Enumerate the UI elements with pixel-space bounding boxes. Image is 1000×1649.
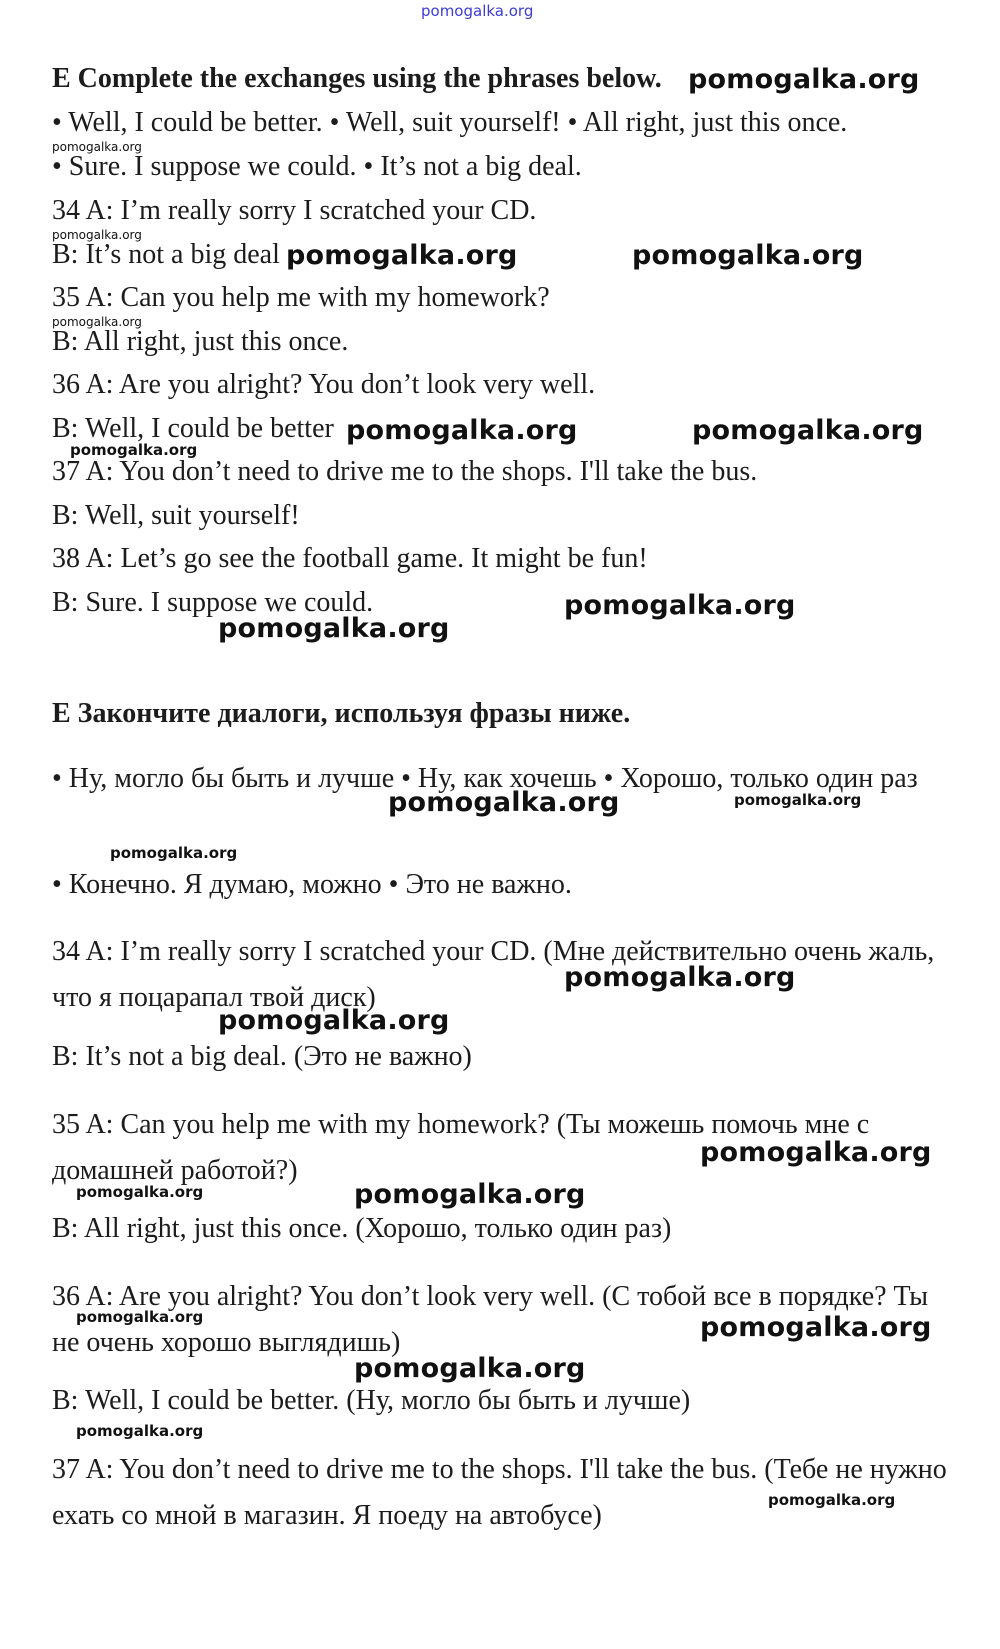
watermark: pomogalka.org bbox=[564, 590, 796, 621]
watermark: pomogalka.org bbox=[76, 1183, 204, 1201]
watermark: pomogalka.org bbox=[354, 1353, 586, 1384]
watermark: pomogalka.org bbox=[218, 613, 450, 644]
english-heading: E Complete the exchanges using the phrases below. bbox=[52, 63, 662, 94]
watermark: pomogalka.org bbox=[52, 140, 142, 154]
russian-heading: E Закончите диалоги, используя фразы ниже. bbox=[52, 698, 631, 729]
watermark: pomogalka.org bbox=[52, 228, 142, 242]
watermark: pomogalka.org bbox=[76, 1422, 204, 1440]
exchange-35-b: B: All right, just this once. bbox=[52, 326, 349, 357]
watermark: pomogalka.org bbox=[564, 962, 796, 993]
translation-36-a: 36 A: Are you alright? You don’t look very well. (С тобой все в порядке? Ты не очень хорошо выглядишь) bbox=[52, 1281, 929, 1358]
exchange-37-a: 37 A: You don’t need to drive me to the shops. I'll take the bus. bbox=[52, 456, 758, 487]
watermark: pomogalka.org bbox=[346, 415, 578, 446]
watermark: pomogalka.org bbox=[632, 240, 864, 271]
watermark: pomogalka.org bbox=[692, 415, 924, 446]
watermark: pomogalka.org bbox=[52, 315, 142, 329]
english-phrases-line-1: • Well, I could be better. • Well, suit yourself! • All right, just this once. bbox=[52, 107, 848, 138]
exchange-37-b: B: Well, suit yourself! bbox=[52, 500, 300, 531]
translation-35-b: B: All right, just this once. (Хорошо, только один раз) bbox=[52, 1213, 672, 1244]
translation-34-a: 34 A: I’m really sorry I scratched your CD. (Мне действительно очень жаль, что я поцарапал твой диск) bbox=[52, 936, 935, 1013]
watermark: pomogalka.org bbox=[700, 1137, 932, 1168]
watermark: pomogalka.org bbox=[688, 64, 920, 95]
watermark: pomogalka.org bbox=[218, 1005, 450, 1036]
translation-36-b: B: Well, I could be better. (Ну, могло бы быть и лучше) bbox=[52, 1385, 691, 1416]
watermark: pomogalka.org bbox=[354, 1179, 586, 1210]
source-label: pomogalka.org bbox=[421, 2, 534, 20]
exchange-38-b: B: Sure. I suppose we could. bbox=[52, 587, 374, 618]
translation-37-a: 37 A: You don’t need to drive me to the shops. I'll take the bus. (Тебе не нужно ехать со мной в магазин. Я поеду на автобусе) bbox=[52, 1454, 947, 1531]
russian-phrases-line-1: • Ну, могло бы быть и лучше • Ну, как хочешь • Хорошо, только один раз bbox=[52, 763, 918, 794]
watermark: pomogalka.org bbox=[700, 1312, 932, 1343]
russian-phrases-line-2: • Конечно. Я думаю, можно • Это не важно. bbox=[52, 869, 572, 900]
exchange-36-a: 36 A: Are you alright? You don’t look very well. bbox=[52, 369, 596, 400]
watermark: pomogalka.org bbox=[286, 240, 518, 271]
translation-34-b: B: It’s not a big deal. (Это не важно) bbox=[52, 1041, 472, 1072]
watermark: pomogalka.org bbox=[388, 787, 620, 818]
watermark: pomogalka.org bbox=[76, 1308, 204, 1326]
translation-35-a: 35 A: Can you help me with my homework? (Ты можешь помочь мне с домашней работой?) bbox=[52, 1109, 870, 1186]
english-phrases-line-2: • Sure. I suppose we could. • It’s not a big deal. bbox=[52, 151, 582, 182]
watermark: pomogalka.org bbox=[110, 844, 238, 862]
exchange-36-b: B: Well, I could be better bbox=[52, 413, 334, 444]
watermark: pomogalka.org bbox=[70, 441, 198, 459]
watermark: pomogalka.org bbox=[768, 1491, 896, 1509]
exchange-38-a: 38 A: Let’s go see the football game. It might be fun! bbox=[52, 543, 648, 574]
exchange-34-a: 34 A: I’m really sorry I scratched your CD. bbox=[52, 195, 537, 226]
exchange-35-a: 35 A: Can you help me with my homework? bbox=[52, 282, 550, 313]
watermark: pomogalka.org bbox=[734, 791, 862, 809]
exchange-34-b: B: It’s not a big deal bbox=[52, 239, 280, 270]
